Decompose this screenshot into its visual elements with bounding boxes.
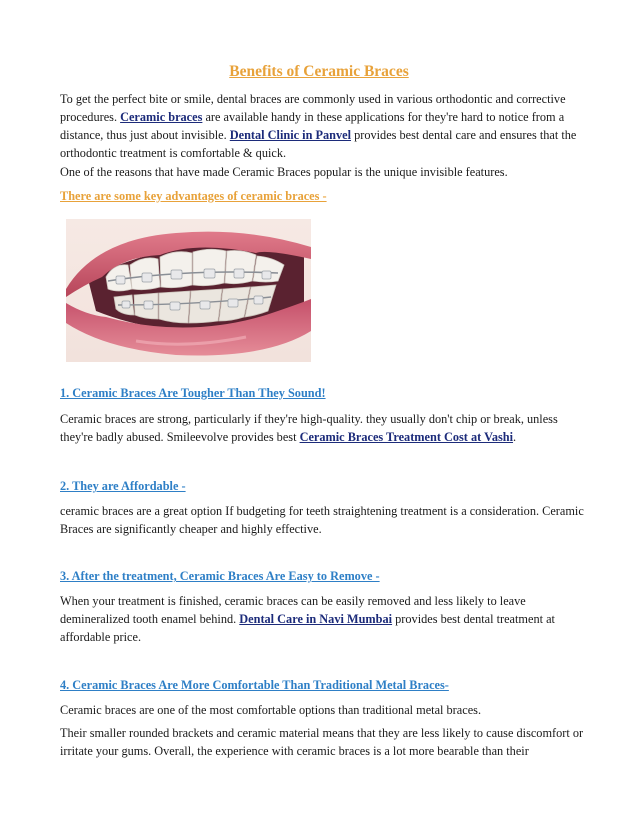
section-1-text-end: . [513,430,517,444]
section-3-paragraph [60,592,588,646]
section-2-paragraph: ceramic braces are a great option If budgeting for teeth straightening treatment is a consideration. Ceramic Braces are significantly cheaper and highly effective. [60,504,584,536]
advantages-heading: There are some key advantages of ceramic braces - [60,189,327,203]
section-2-heading: 2. They are Affordable - [60,479,186,493]
section-1-heading: 1. Ceramic Braces Are Tougher Than They Sound! [60,386,326,400]
dental-care-navi-mumbai-link[interactable]: Dental Care in Navi Mumbai [239,612,393,626]
intro-text-3: provides best dental care and ensures that the orthodontic treatment is comfortable & quick. [60,128,577,160]
dental-clinic-panvel-link[interactable]: Dental Clinic in Panvel [229,128,352,142]
section-1-text: Ceramic braces are strong, particularly if they're high-quality. they usually don't chip or break, unless they're badly abused. Smileevolve provides best [60,412,558,444]
reasons-paragraph: One of the reasons that have made Ceramic Braces popular is the unique invisible features. [60,165,508,179]
section-3-heading: 3. After the treatment, Ceramic Braces Are Easy to Remove - [60,569,380,583]
section-4-paragraph-1: Ceramic braces are one of the most comfortable options than traditional metal braces. [60,703,482,717]
section-3-text: When your treatment is finished, ceramic braces can be easily removed and less likely to leave demineralized tooth enamel behind. [60,594,526,626]
braces-smile-photo [66,219,311,362]
section-4-heading: 4. Ceramic Braces Are More Comfortable Than Traditional Metal Braces- [60,678,449,692]
ceramic-braces-link[interactable]: Ceramic braces [120,110,203,124]
intro-text-1: To get the perfect bite or smile, dental braces are commonly used in various orthodontic and corrective procedures. [60,92,566,124]
section-1-paragraph [60,410,588,446]
page-title: Benefits of Ceramic Braces [229,63,409,80]
ceramic-braces-cost-vashi-link[interactable]: Ceramic Braces Treatment Cost at Vashi [299,430,514,444]
intro-text-2: are available handy in these applications for they're hard to notice from a distance, thus just about invisible. [60,110,565,142]
intro-paragraph [60,90,588,162]
section-3-text-end: provides best dental treatment at affordable price. [60,612,555,644]
section-4-paragraph-2: Their smaller rounded brackets and ceramic material means that they are less likely to cause discomfort or irritate your gums. Overall, the experience with ceramic braces is a lot more bearable than their [60,726,584,758]
